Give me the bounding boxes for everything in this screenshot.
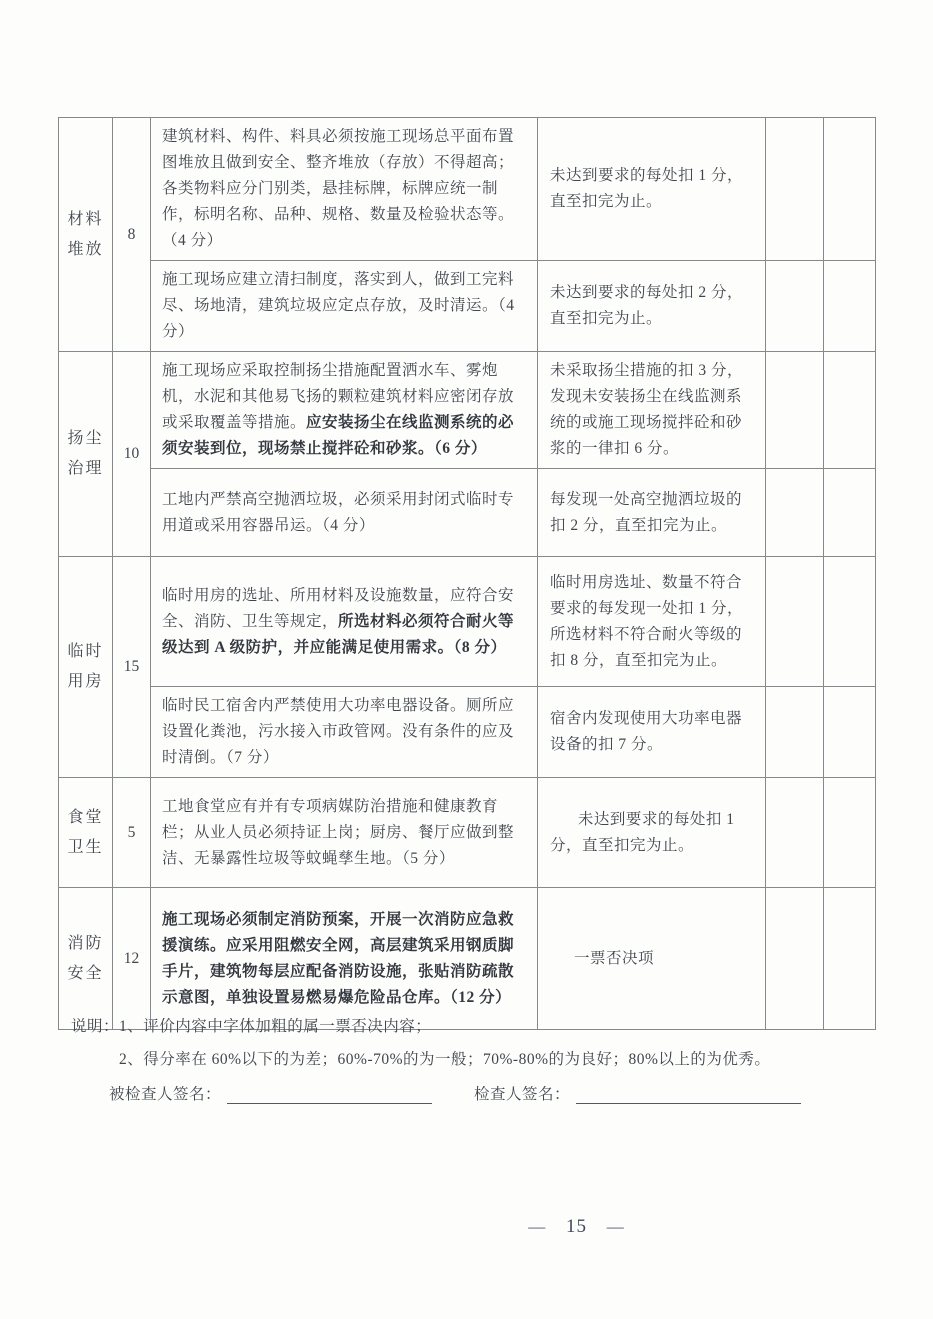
criteria-cell <box>151 888 538 1030</box>
category-cell: 材料堆放 <box>59 118 113 352</box>
criteria-cell <box>151 557 538 687</box>
deduction-cell: 未达到要求的每处扣 1 分，直至扣完为止。 <box>538 778 766 888</box>
actual-score-cell <box>824 687 876 778</box>
criteria-cell <box>151 687 538 778</box>
criteria-text: 工地内严禁高空抛洒垃圾，必须采用封闭式临时专用道或采用容器吊运。（4 分） <box>162 490 515 534</box>
deduction-cell: 未达到要求的每处扣 2 分，直至扣完为止。 <box>538 261 766 352</box>
notes-section <box>71 1016 871 1107</box>
criteria-cell <box>151 118 538 261</box>
criteria-cell <box>151 469 538 557</box>
criteria-text: 临时民工宿舍内严禁使用大功率电器设备。厕所应设置化粪池，污水接入市政管网。没有条件的应及时清倒。（7 分） <box>162 697 515 766</box>
table-row <box>59 888 876 1030</box>
score-entry-cell <box>766 557 824 687</box>
category-score-cell: 8 <box>113 118 151 352</box>
category-cell: 临时用房 <box>59 557 113 778</box>
score-entry-cell <box>766 352 824 469</box>
notes-label: 说明： <box>71 1018 120 1035</box>
page-number-dash-right: — <box>606 1217 625 1236</box>
actual-score-cell <box>824 469 876 557</box>
table-row <box>59 261 876 352</box>
table-row <box>59 778 876 888</box>
criteria-text: 施工现场应建立清扫制度，落实到人，做到工完料尽、场地清，建筑垃圾应定点存放，及时清运。（4 分） <box>162 271 515 340</box>
criteria-cell <box>151 778 538 888</box>
inspected-person-signature-line <box>227 1102 432 1104</box>
score-entry-cell <box>766 888 824 1030</box>
category-cell: 消防安全 <box>59 888 113 1030</box>
note-line-2 <box>71 1049 871 1071</box>
criteria-cell <box>151 352 538 469</box>
deduction-cell: 一票否决项 <box>538 888 766 1030</box>
inspector-signature-label: 检查人签名： <box>474 1086 571 1103</box>
category-cell: 扬尘治理 <box>59 352 113 557</box>
actual-score-cell <box>824 778 876 888</box>
category-score-cell: 5 <box>113 778 151 888</box>
note-line-1 <box>71 1016 871 1038</box>
inspected-person-signature-label: 被检查人签名： <box>109 1086 222 1103</box>
note-item-2: 2、得分率在 60%以下的为差；60%-70%的为一般；70%-80%的为良好；80%以上的为优秀。 <box>119 1051 771 1068</box>
score-entry-cell <box>766 261 824 352</box>
score-entry-cell <box>766 118 824 261</box>
criteria-text-bold: 施工现场必须制定消防预案，开展一次消防应急救援演练。应采用阻燃安全网，高层建筑采用钢质脚手片，建筑物每层应配备消防设施，张贴消防疏散示意图，单独设置易燃易爆危险品仓库。（12 分） <box>162 910 515 1006</box>
actual-score-cell <box>824 261 876 352</box>
table-row <box>59 687 876 778</box>
actual-score-cell <box>824 352 876 469</box>
table-row <box>59 352 876 469</box>
page-number-dash-left: — <box>528 1217 547 1236</box>
category-score-cell: 10 <box>113 352 151 557</box>
category-cell: 食堂卫生 <box>59 778 113 888</box>
inspector-signature-line <box>576 1102 801 1104</box>
page-number-value: 15 <box>566 1216 587 1237</box>
actual-score-cell <box>824 888 876 1030</box>
criteria-text: 临时用房的选址、所用材料及设施数量，应符合安全、消防、卫生等规定， <box>162 586 515 630</box>
criteria-text-bold: 所选材料必须符合耐火等级达到 A 级防护，并应能满足使用需求。（8 分） <box>162 612 515 656</box>
deduction-cell: 宿舍内发现使用大功率电器设备的扣 7 分。 <box>538 687 766 778</box>
deduction-cell: 未采取扬尘措施的扣 3 分，发现未安装扬尘在线监测系统的或施工现场搅拌砼和砂浆的一律扣 6 分。 <box>538 352 766 469</box>
table-row <box>59 557 876 687</box>
criteria-text-bold: 应安装扬尘在线监测系统的必须安装到位，现场禁止搅拌砼和砂浆。（6 分） <box>162 414 515 457</box>
table-row <box>59 469 876 557</box>
score-entry-cell <box>766 469 824 557</box>
actual-score-cell <box>824 557 876 687</box>
criteria-text: 施工现场应采取控制扬尘措施配置洒水车、雾炮机，水泥和其他易飞扬的颗粒建筑材料应密闭存放或采取覆盖等措施。 <box>162 362 515 431</box>
criteria-text: 工地食堂应有并有专项病媒防治措施和健康教育栏；从业人员必须持证上岗；厨房、餐厅应做到整洁、无暴露性垃圾等蚊蝇孳生地。（5 分） <box>162 797 515 867</box>
page-number <box>0 1216 933 1238</box>
actual-score-cell <box>824 118 876 261</box>
score-entry-cell <box>766 687 824 778</box>
category-score-cell: 12 <box>113 888 151 1030</box>
deduction-cell: 临时用房选址、数量不符合要求的每发现一处扣 1 分，所选材料不符合耐火等级的扣 8 分，直至扣完为止。 <box>538 557 766 687</box>
criteria-cell <box>151 261 538 352</box>
deduction-cell: 每发现一处高空抛洒垃圾的扣 2 分，直至扣完为止。 <box>538 469 766 557</box>
score-entry-cell <box>766 778 824 888</box>
criteria-text: 建筑材料、构件、料具必须按施工现场总平面布置图堆放且做到安全、整齐堆放（存放）不得超高；各类物料应分门别类，悬挂标牌，标牌应统一制作，标明名称、品种、规格、数量及检验状态等。（4 分） <box>162 128 515 249</box>
table-row <box>59 118 876 261</box>
deduction-cell: 未达到要求的每处扣 1 分，直至扣完为止。 <box>538 118 766 261</box>
signature-line-row <box>71 1083 871 1107</box>
inspection-score-table <box>58 117 876 1030</box>
note-item-1: 1、评价内容中字体加粗的属一票否决内容； <box>119 1018 432 1035</box>
category-score-cell: 15 <box>113 557 151 778</box>
